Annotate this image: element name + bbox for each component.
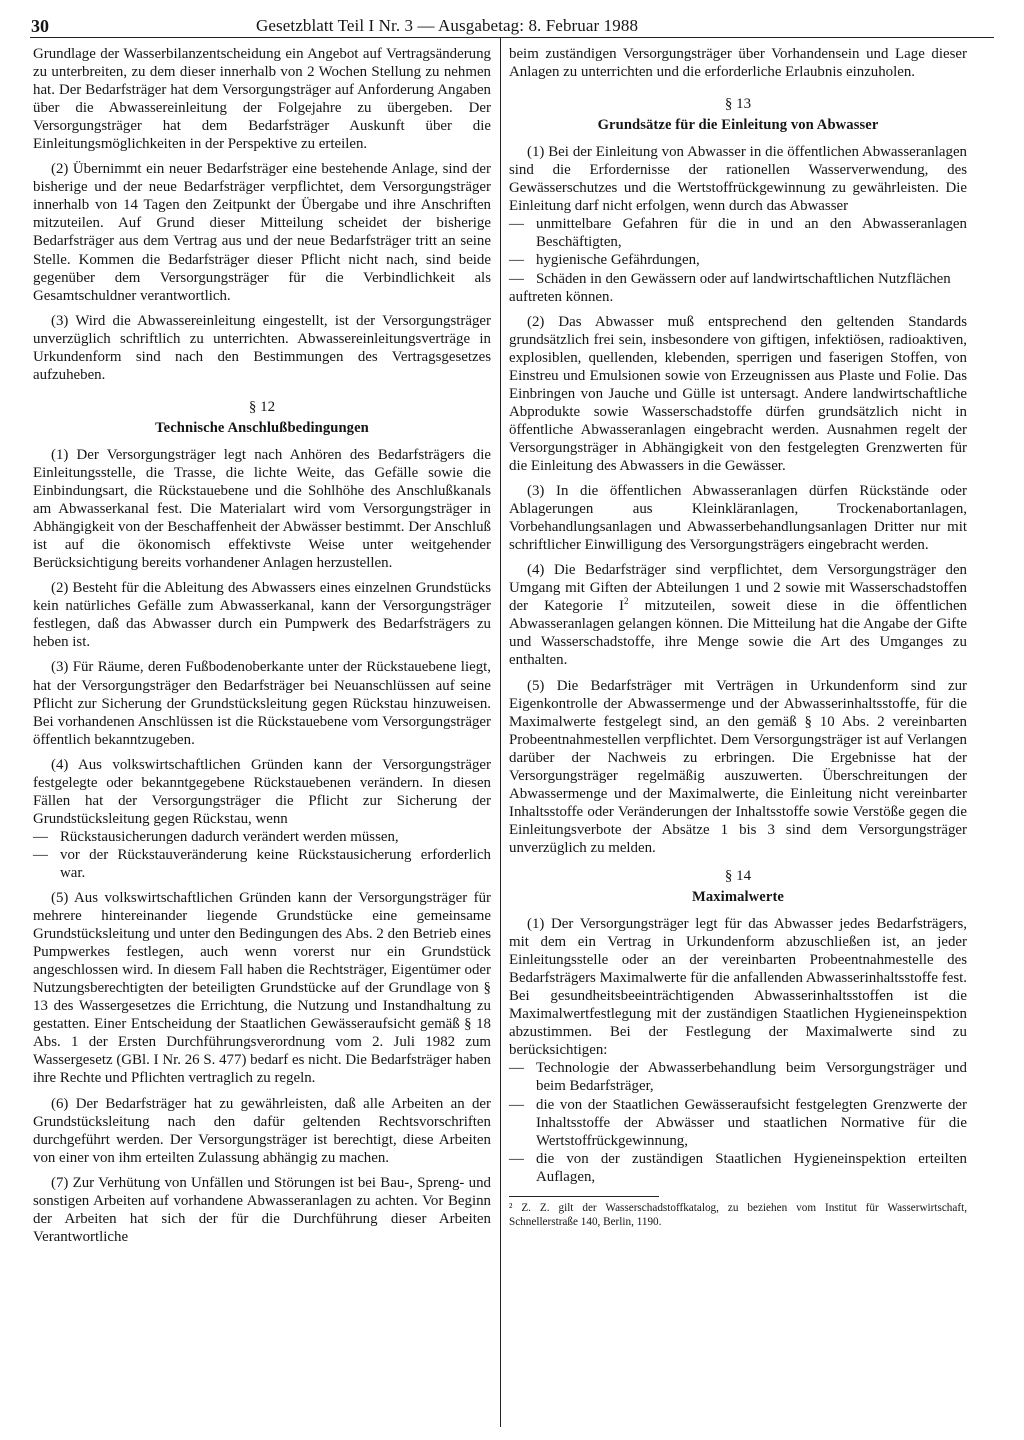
paragraph: (2) Übernimmt ein neuer Bedarfsträger eine bestehende Anlage, sind der bisherige und der neue Bedarfsträger verpflichtet, dem Versorgungsträger innerhalb von 14 Tagen den Zeitpunkt der Übergabe und ihre Anschriften mitzuteilen. Auf Grund dieser Mitteilung scheidet der bisherige Bedarfsträger aus dem Vertrag aus und der neue Bedarfsträger tritt an seine Stelle. Kommen die Bedarfsträger dieser Pflicht nicht nach, sind beide gegenüber dem Versorgungsträger für die Verbindlichkeit als Gesamtschuldner verantwortlich.: [33, 161, 491, 304]
paragraph-tail: auftreten können.: [509, 288, 614, 305]
dash-mark: —: [509, 252, 524, 269]
dash-mark: —: [509, 1150, 524, 1167]
footnote-marker: 2: [623, 596, 629, 607]
section-number: § 13: [724, 96, 752, 113]
list-item-text: die von der zuständigen Staatlichen Hygieneinspektion erteilten Auflagen,: [536, 1150, 967, 1185]
dash-list: [33, 828, 491, 882]
right-column: [509, 45, 967, 1229]
footnote-rule: [509, 1196, 659, 1197]
list-item: [509, 1059, 967, 1095]
list-item: [509, 1096, 967, 1150]
dash-mark: —: [509, 1060, 524, 1077]
paragraph: (1) Bei der Einleitung von Abwasser in die öffentlichen Abwasseranlagen sind die Erfordernisse der rationellen Wasserverwendung, des Gewässerschutzes und die Wertstoffrückgewinnung zu gewährleisten. Die Einleitung darf nicht erfolgen, wenn durch das Abwasser: [509, 144, 967, 215]
dash-mark: —: [33, 828, 48, 845]
list-item: [33, 846, 491, 882]
list-item: [509, 1150, 967, 1186]
section-title: Grundsätze für die Einleitung von Abwasser: [597, 117, 879, 134]
paragraph: (6) Der Bedarfsträger hat zu gewährleisten, daß alle Arbeiten an der Grundstücksleitung nach den dafür geltenden Rechtsvorschriften durchgeführt werden. Der Versorgungsträger ist berechtigt, diese Arbeiten von einer von ihm erteilten Zulassung abhängig zu machen.: [33, 1095, 491, 1166]
paragraph: (7) Zur Verhütung von Unfällen und Störungen ist bei Bau-, Spreng- und sonstigen Arbeiten auf vorhandene Abwasseranlagen zu achten. Vor Beginn der Arbeiten hat sich der für die Durchführung dieser Arbeiten Verantwortliche: [33, 1174, 491, 1245]
dash-mark: —: [33, 846, 48, 863]
list-item-text: unmittelbare Gefahren für die in und an den Abwasseranlagen Beschäftigten,: [536, 216, 967, 251]
section-number: § 12: [248, 398, 276, 415]
list-item-text: Technologie der Abwasserbehandlung beim Versorgungsträger und beim Bedarfsträger,: [536, 1060, 967, 1095]
dash-list: [509, 1059, 967, 1185]
paragraph: (4) Aus volkswirtschaftlichen Gründen kann der Versorgungsträger festgelegte oder bekanntgegebene Rückstauebenen verändern. In diesen Fällen hat der Versorgungsträger die Pflicht zur Sicherung der Grundstücksleitung gegen Rückstau, wenn: [33, 756, 491, 827]
footnote: ² Z. Z. gilt der Wasserschadstoffkatalog, zu beziehen vom Institut für Wasserwirtschaft, Schnellerstraße 140, Berlin, 1190.: [509, 1201, 967, 1228]
paragraph: (3) In die öffentlichen Abwasseranlagen dürfen Rückstände oder Ablagerungen aus Kleinkläranlagen, Trockenabortanlagen, Vorbehandlungsanlagen und Abwasserbehandlungsanlagen Dritter nur mit schriftlicher Einwilligung des Versorgungsträgers eingebracht werden.: [509, 483, 967, 554]
list-item-text: vor der Rückstauveränderung keine Rückstausicherung erforderlich war.: [60, 846, 491, 881]
paragraph: (5) Die Bedarfsträger mit Verträgen in Urkundenform sind zur Eigenkontrolle der Abwassermenge und der Abwasserinhaltsstoffe, für die Maximalwerte festgelegt sind, an den gemäß § 10 Abs. 2 vereinbarten Probeentnahmestellen verpflichtet. Dem Versorgungsträger ist auf Verlangen darüber der Nachweis zu erbringen. Die Ergebnisse hat der Versorgungsträger regelmäßig auszuwerten. Überschreitungen der Abwassermenge und der Maximalwerte, die Einleitung nicht vereinbarter Inhaltsstoffe oder Veränderungen der Inhaltsstoffe sowie Verstöße gegen die Einleitungsverbote der Absätze 1 bis 3 sind dem Versorgungsträger unverzüglich zu melden.: [509, 677, 967, 856]
dash-list: [509, 215, 967, 287]
list-item-text: hygienische Gefährdungen,: [536, 252, 700, 269]
dash-mark: —: [509, 270, 524, 287]
list-item: [509, 270, 967, 288]
paragraph: (2) Besteht für die Ableitung des Abwassers eines einzelnen Grundstücks kein natürliches Gefälle zum Abwasserkanal, kann der Versorgungsträger festlegen, daß das Abwasser durch ein Pumpwerk des Bedarfsträgers zu heben ist.: [33, 580, 491, 651]
paragraph-text: mitzuteilen, soweit diese in die öffentlichen Abwasseranlagen gelangen können. Die Mitteilung hat die Angabe der Gifte und Wasserschadstoffe, ihre Menge sowie die Art des Umganges zu enthalten.: [509, 598, 967, 669]
paragraph-continuation: Grundlage der Wasserbilanzentscheidung ein Angebot auf Vertragsänderung zu unterbreiten, zu dem dieser innerhalb von 2 Wochen Stellung zu nehmen hat. Der Bedarfsträger hat dem Versorgungsträger auf Anforderung Angaben über die Abwassereinleitung der Folgejahre zu übergeben. Der Versorgungsträger hat dem Bedarfsträger Auskunft über die Einleitungsmöglichkeiten in der Perspektive zu erteilen.: [33, 46, 491, 153]
list-item-text: die von der Staatlichen Gewässeraufsicht festgelegten Grenzwerte der Inhaltsstoffe der Abwässer und staatlichen Normative für die Wertstoffrückgewinnung,: [536, 1096, 967, 1149]
header-rule: [30, 37, 994, 38]
running-title: Gesetzblatt Teil I Nr. 3 — Ausgabetag: 8. Februar 1988: [256, 16, 639, 35]
paragraph-text: (4) Die Bedarfsträger sind verpflichtet, dem Versorgungsträger den Umgang mit Giften der Abteilungen 1 und 2 sowie mit Wasserschadstoffen der Kategorie I: [509, 562, 967, 615]
paragraph: [509, 561, 967, 669]
list-item-text: Schäden in den Gewässern oder auf landwirtschaftlichen Nutzflächen: [536, 270, 951, 287]
paragraph: (3) Wird die Abwassereinleitung eingestellt, ist der Versorgungsträger unverzüglich schriftlich zu unterrichten. Abwassereinleitungsverträge in Urkundenform sind nach den Bestimmungen des Vertragsgesetzes aufzuheben.: [33, 312, 491, 383]
column-divider: [500, 37, 501, 1427]
paragraph: (1) Der Versorgungsträger legt nach Anhören des Bedarfsträgers die Einleitungsstelle, die Trasse, die lichte Weite, das Gefälle sowie die Einbindungsart, die Rückstauebene und die Sohlhöhe des Anschlußkanals am Abwasserkanal fest. Die Materialart wird vom Versorgungsträger in Abhängigkeit von der Beschaffenheit der Abwässer bestimmt. Der Anschluß ist auf die ökonomisch effektivste Weise unter weitgehender Berücksichtigung bereits vorhandener Anlagen herzustellen.: [33, 446, 491, 572]
paragraph: (2) Das Abwasser muß entsprechend den geltenden Standards grundsätzlich frei sein, insbesondere von giftigen, infektiösen, radioaktiven, explosiblen, quellenden, klebenden, sperrigen und faserigen Stoffen, von Einstreu und Emulsionen sowie von Erzeugnissen aus Plaste und Folie. Das Einbringen von Jauche und Gülle ist untersagt. Andere landwirtschaftliche Abprodukte sowie Wasserschadstoffe dürfen grundsätzlich nicht in öffentliche Abwasseranlagen eingebracht werden. Ausnahmen regelt der Versorgungsträger in Abhängigkeit von den festgelegten Grenzwerten für die Einleitung des Abwassers in die Gewässer.: [509, 313, 967, 474]
dash-mark: —: [509, 216, 524, 233]
left-column: [33, 45, 491, 1253]
page-number: 30: [31, 16, 49, 36]
list-item: [33, 828, 491, 846]
list-item: [509, 251, 967, 269]
list-item: [509, 215, 967, 251]
section-title: Technische Anschlußbedingungen: [155, 419, 369, 436]
paragraph-continuation: beim zuständigen Versorgungsträger über Vorhandensein und Lage dieser Anlagen zu unterrichten und die erforderliche Erlaubnis einzuholen.: [509, 46, 967, 81]
list-item-text: Rückstausicherungen dadurch verändert werden müssen,: [60, 828, 399, 845]
dash-mark: —: [509, 1096, 524, 1113]
section-title: Maximalwerte: [692, 889, 784, 906]
paragraph: (3) Für Räume, deren Fußbodenoberkante unter der Rückstauebene liegt, hat der Versorgungsträger den Bedarfsträger bei Neuanschlüssen auf seine Pflicht zur Sicherung der Grundstücksleitung gegen Rückstau hinzuweisen. Bei vorhandenen Anschlüssen ist die Rückstauebene vom Versorgungsträger öffentlich bekanntzugeben.: [33, 659, 491, 748]
paragraph: (5) Aus volkswirtschaftlichen Gründen kann der Versorgungsträger für mehrere hintereinander liegende Grundstücke eine gemeinsame Grundstücksleitung und unter den Bedingungen des Abs. 2 den Betrieb eines Pumpwerkes festlegen, auch wenn vorerst nur ein Grundstück angeschlossen wird. In diesem Fall haben die Rechtsträger, Eigentümer oder Nutzungsberechtigten der beteiligten Grundstücke auf der Grundlage von § 13 des Wassergesetzes die Errichtung, die Nutzung und Instandhaltung zu gestatten. Einer Entscheidung der Staatlichen Gewässeraufsicht gemäß § 18 Abs. 1 der Ersten Durchführungsverordnung vom 2. Juli 1982 zum Wassergesetz (GBl. I Nr. 26 S. 477) bedarf es nicht. Die Bedarfsträger haben ihre Rechte und Pflichten vertraglich zu regeln.: [33, 890, 491, 1087]
section-number: § 14: [724, 867, 752, 884]
paragraph: (1) Der Versorgungsträger legt für das Abwasser jedes Bedarfsträgers, mit dem ein Vertrag in Urkundenform abzuschließen ist, an jeder Einleitungsstelle oder an der vereinbarten Probeentnahmestelle des Bedarfsträgers Maximalwerte für die anfallenden Abwasserinhaltsstoffe fest. Bei gesundheitsbeeinträchtigenden Abwasserinhaltsstoffen ist die Maximalwertfestlegung mit der zuständigen Staatlichen Hygieneinspektion abzustimmen. Bei der Festlegung der Maximalwerte sind zu berücksichtigen:: [509, 916, 967, 1059]
